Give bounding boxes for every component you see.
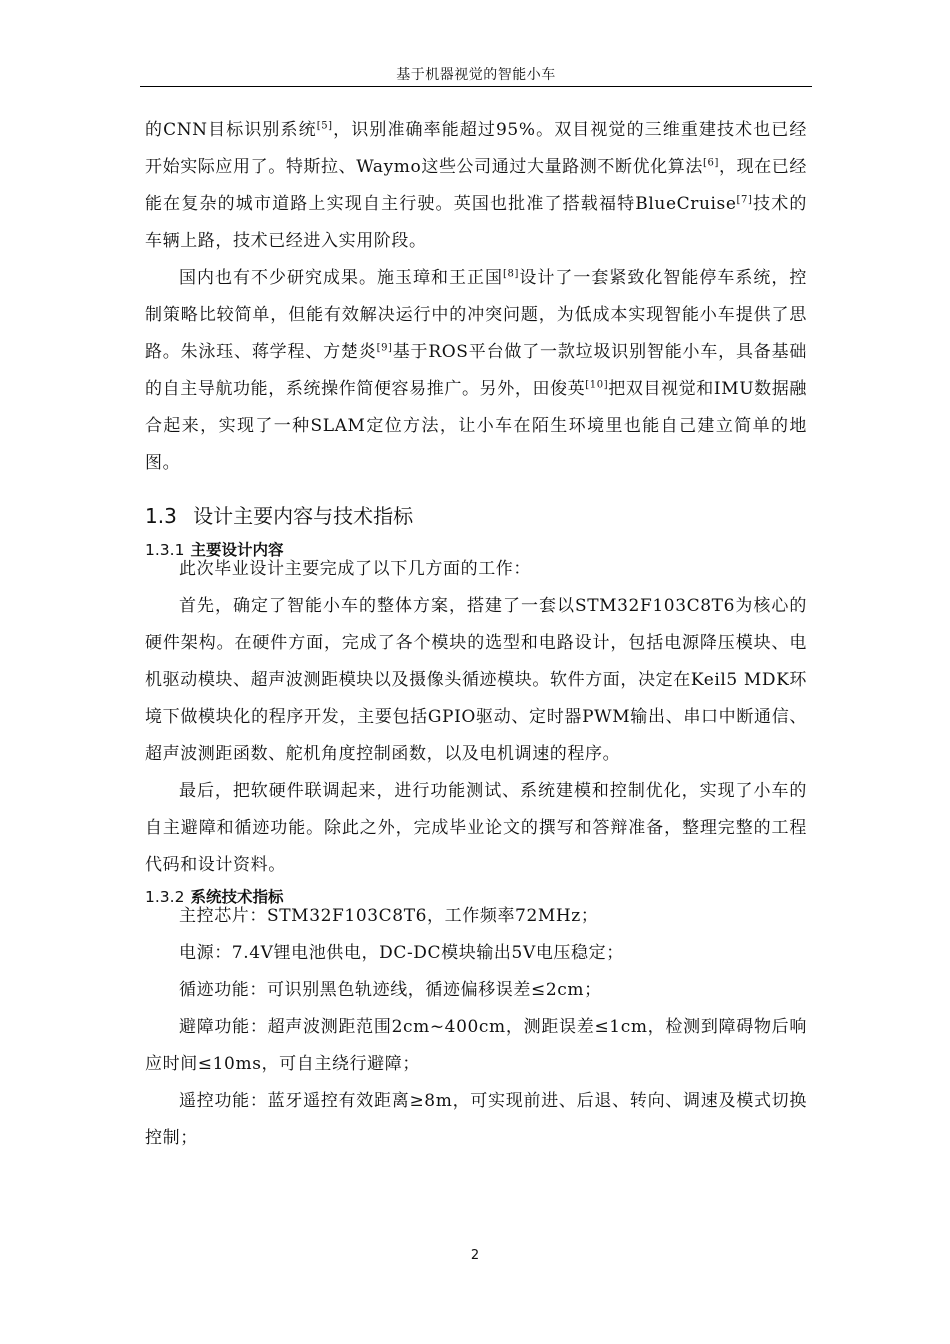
text-run: 国内也有不少研究成果。施玉璋和王正国 xyxy=(179,268,504,288)
section-heading-1-3 xyxy=(145,498,807,534)
body-paragraph: 首先，确定了智能小车的整体方案，搭建了一套以STM32F103C8T6为核心的硬件架构。在硬件方面，完成了各个模块的选型和电路设计，包括电源降压模块、电机驱动模块、超声波测距模块以及摄像头循迹模块。软件方面，决定在Keil5 MDK环境下做模块化的程序开发，主要包括GPIO驱动、定时器PWM输出、串口中断通信、超声波测距函数、舵机角度控制函数，以及电机调速的程序。 xyxy=(145,596,807,764)
body-paragraph xyxy=(145,112,807,260)
section-number: 1.3 xyxy=(145,504,177,528)
citation-ref: [9] xyxy=(376,342,393,354)
subsection-title: 系统技术指标 xyxy=(190,888,284,906)
body-paragraph: 主控芯片：STM32F103C8T6，工作频率72MHz； xyxy=(179,906,599,926)
body-paragraph: 循迹功能：可识别黑色轨迹线，循迹偏移误差≤2cm； xyxy=(179,980,602,1000)
citation-ref: [5] xyxy=(316,120,333,132)
text-run: 把双目视觉和IMU数据融合起来，实现了一种SLAM定位方法，让小车在陌生环境里也能自己建立简单的地图。 xyxy=(145,379,807,473)
text-run: 的CNN目标识别系统 xyxy=(145,120,317,140)
text-run: 设计了一套紧致化智能停车系统，控制策略比较简单，但能有效解决运行中的冲突问题，为低成本实现智能小车提供了思路。朱泳珏、蒋学程、方楚炎 xyxy=(145,268,807,362)
text-run: 基于ROS平台做了一款垃圾识别智能小车，具备基础的自主导航功能，系统操作简便容易推广。另外，田俊英 xyxy=(145,342,807,399)
body-paragraph xyxy=(145,260,807,482)
text-run: ，现在已经能在复杂的城市道路上实现自主行驶。英国也批准了搭载福特BlueCruise xyxy=(145,157,808,214)
section-title: 设计主要内容与技术指标 xyxy=(193,504,414,528)
citation-ref: [8] xyxy=(503,268,519,280)
header-rule xyxy=(140,86,812,87)
body-paragraph: 最后，把软硬件联调起来，进行功能测试、系统建模和控制优化，实现了小车的自主避障和循迹功能。除此之外，完成毕业论文的撰写和答辩准备，整理完整的工程代码和设计资料。 xyxy=(145,781,807,875)
page-number: 2 xyxy=(470,1248,480,1263)
page-header-title: 基于机器视觉的智能小车 xyxy=(396,67,556,83)
related-work-paragraphs xyxy=(145,112,807,482)
subsection-number: 1.3.2 xyxy=(145,888,185,906)
subsection-number: 1.3.1 xyxy=(145,541,185,559)
text-run: 技术的车辆上路，技术已经进入实用阶段。 xyxy=(145,194,807,251)
body-paragraph: 遥控功能：蓝牙遥控有效距离≥8m，可实现前进、后退、转向、调速及模式切换控制； xyxy=(145,1091,807,1148)
citation-ref: [6] xyxy=(703,157,719,169)
subsection-title: 主要设计内容 xyxy=(190,541,284,559)
design-content-paragraphs xyxy=(145,551,807,884)
citation-ref: [10] xyxy=(585,379,609,391)
citation-ref: [7] xyxy=(736,194,753,206)
body-paragraph: 此次毕业设计主要完成了以下几方面的工作： xyxy=(179,559,531,579)
text-run: ，识别准确率能超过95%。双目视觉的三维重建技术也已经开始实际应用了。特斯拉、Waymo这些公司通过大量路测不断优化算法 xyxy=(145,120,808,177)
body-paragraph: 电源：7.4V锂电池供电，DC-DC模块输出5V电压稳定； xyxy=(179,943,624,963)
page-body xyxy=(145,112,807,1157)
body-paragraph: 避障功能：超声波测距范围2cm~400cm，测距误差≤1cm，检测到障碍物后响应时间≤10ms，可自主绕行避障； xyxy=(145,1017,807,1074)
technical-spec-paragraphs xyxy=(145,898,807,1157)
